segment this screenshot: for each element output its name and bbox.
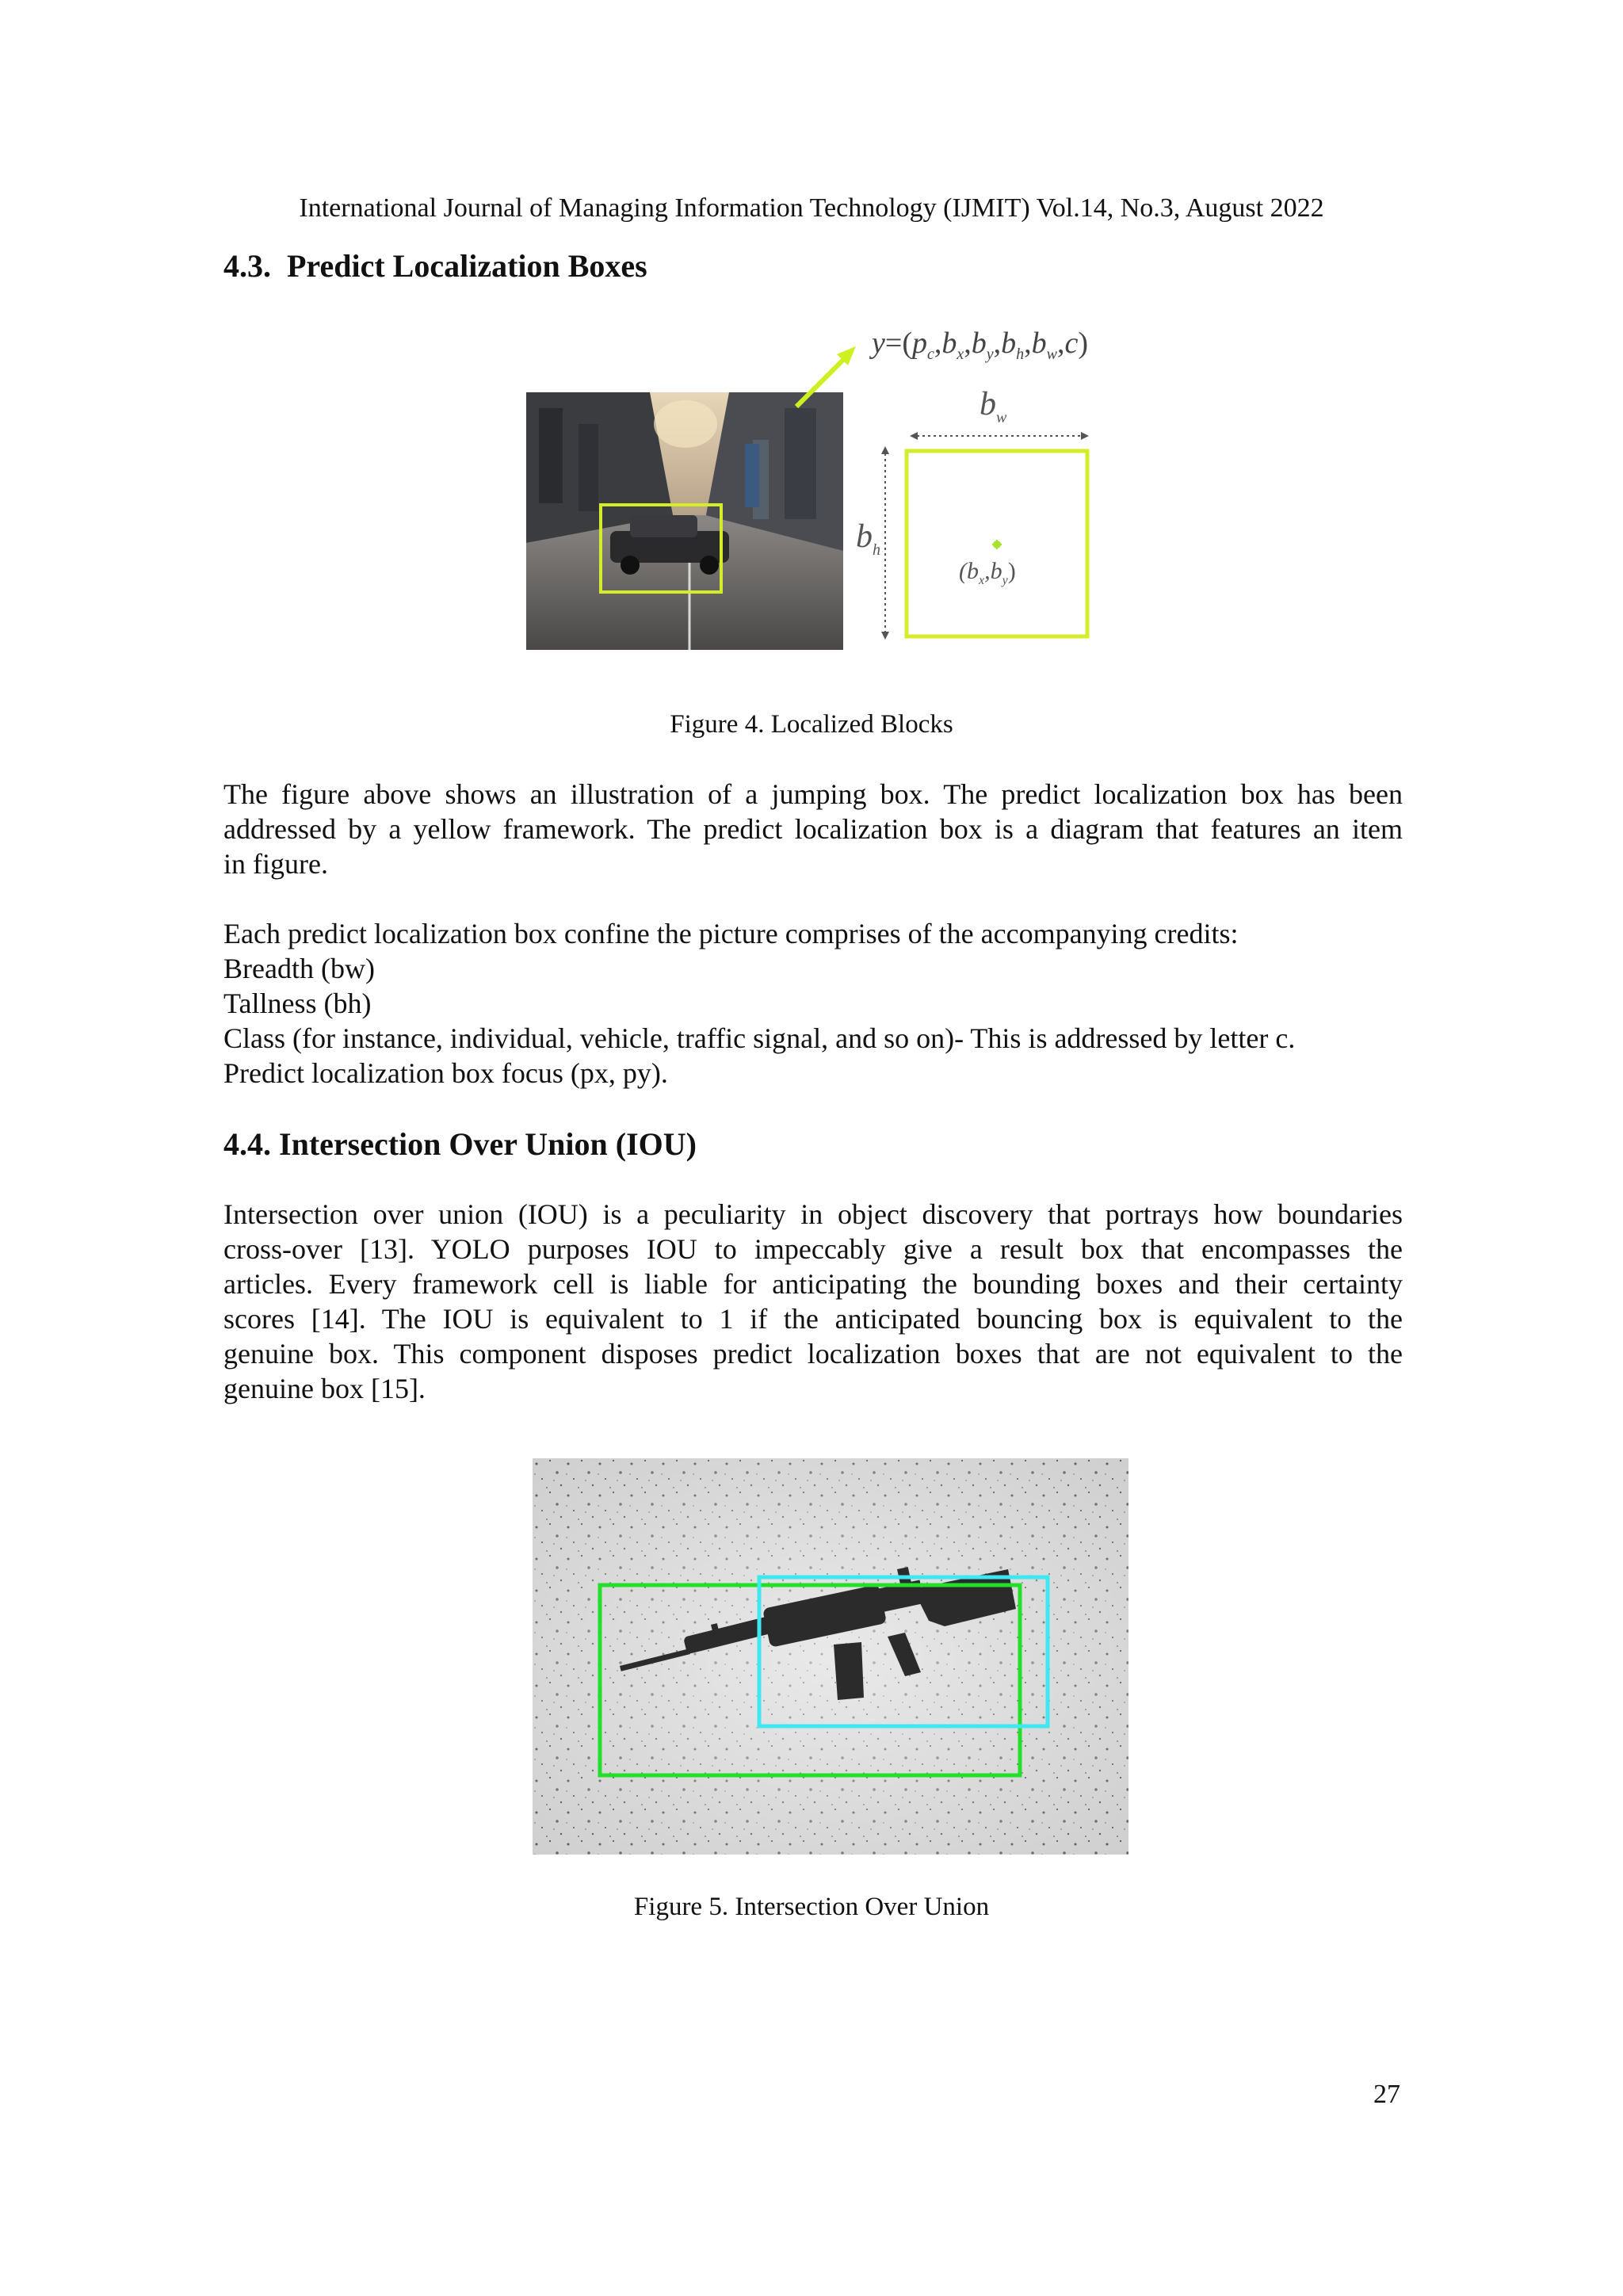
text-line: Intersection over union (IOU) is a peculiarity in object discovery that portrays how boundaries [223,1198,1403,1230]
figure-5-illustration [533,1458,1128,1855]
text-line: The figure above shows an illustration of a jumping box. The predict localization box has been [223,778,1403,810]
text-line: cross-over [13]. YOLO purposes IOU to impeccably give a result box that encompasses the [223,1233,1403,1265]
figure-5 [533,1458,1128,1855]
section-number: 4.3. [223,248,271,284]
section-title: Predict Localization Boxes [287,248,647,284]
text-line: genuine box [15]. [223,1373,426,1404]
street-photo [526,392,843,650]
text-line: Class (for instance, individual, vehicle, traffic signal, and so on)- This is addressed by letter c. [223,1022,1296,1054]
text-line: Tallness (bh) [223,988,372,1019]
figure-4-caption: Figure 4. Localized Blocks [670,710,953,739]
formula: $y=(p_c,b_x,b_y,b_h,b_w,c)$ [872,327,1089,363]
figure-4 [523,305,1094,654]
text-line: Breadth (bw) [223,953,375,984]
text-line: scores [14]. The IOU is equivalent to 1 if the anticipated bouncing box is equivalent to the [223,1303,1403,1335]
text-line: Predict localization box focus (px, py). [223,1057,668,1089]
paragraph-iou [223,1197,1403,1406]
section-heading-4-4: 4.4. Intersection Over Union (IOU) [223,1126,697,1162]
text-line: Each predict localization box confine the picture comprises of the accompanying credits: [223,918,1239,949]
journal-header: International Journal of Managing Information Technology (IJMIT) Vol.14, No.3, August 2022 [299,193,1324,223]
bw-label: $b_w$ [980,386,1007,426]
center-point-icon [992,540,1002,549]
page-number: 27 [1373,2080,1400,2109]
figure-4-illustration [523,305,1094,654]
text-line: articles. Every framework cell is liable for anticipating the bounding boxes and their certainty [223,1268,1403,1300]
paragraph-box-attributes [223,916,1403,1091]
text-line: genuine box. This component disposes predict localization boxes that are not equivalent to the [223,1338,1403,1370]
bh-label: $b_h$ [856,518,880,559]
text-line: addressed by a yellow framework. The predict localization box is a diagram that features an item [223,813,1403,845]
text-line: in figure. [223,848,328,880]
paragraph-jumping-box [223,777,1403,881]
center-label: $(b_x,b_y)$ [959,558,1016,587]
figure-5-caption: Figure 5. Intersection Over Union [633,1893,990,1921]
section-heading-4-3 [223,247,647,285]
